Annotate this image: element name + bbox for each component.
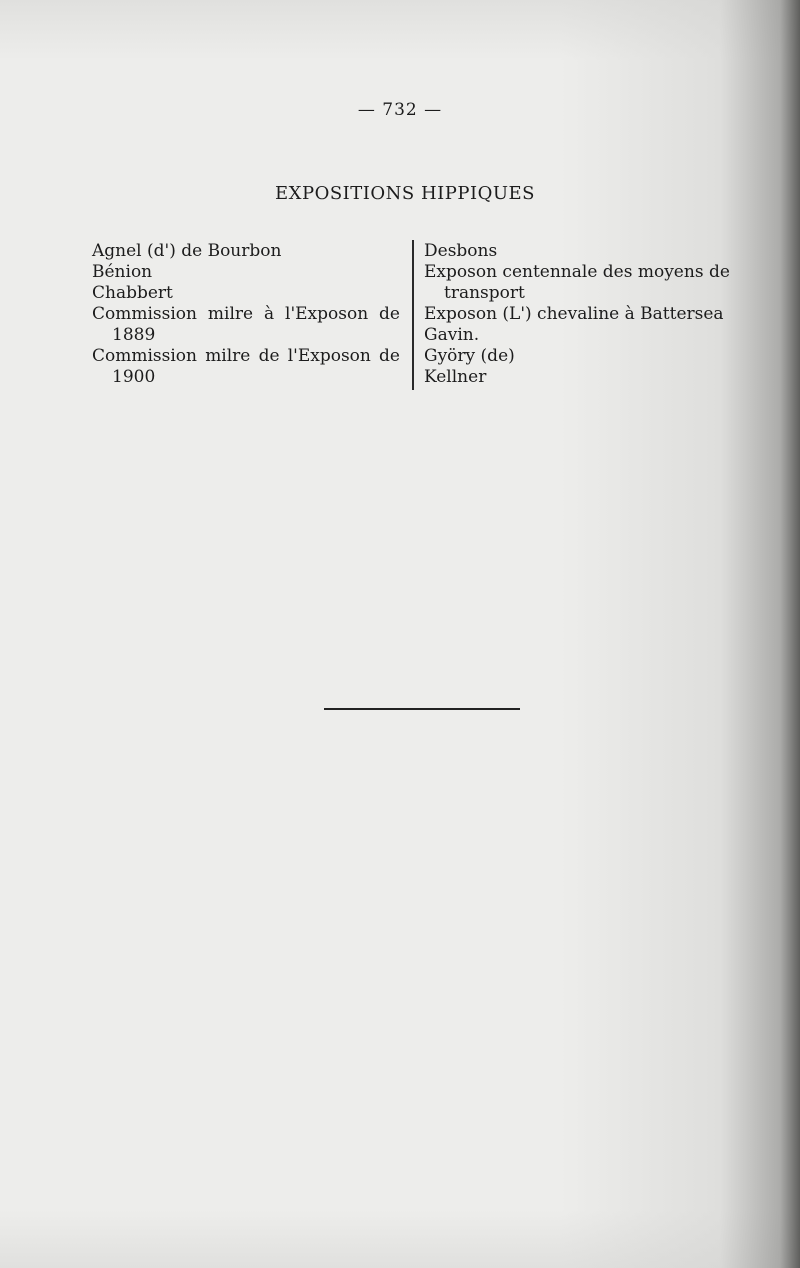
index-entry: Chabbert [92,283,173,303]
index-entry: Commission milre de l'Exposon de [92,346,400,366]
index-entry: Kellner [424,367,487,387]
index-entry-continuation: 1889 [112,325,156,345]
column-divider [412,240,414,390]
index-entry: Bénion [92,262,153,282]
index-entry: Györy (de) [424,346,515,366]
index-entry: Desbons [424,241,498,261]
index-entry: Gavin. [424,325,480,345]
left-index-column [92,241,400,388]
section-title: EXPOSITIONS HIPPIQUES [275,183,535,204]
index-entry-continuation: 1900 [112,367,156,387]
index-entry: Agnel (d') de Bourbon [92,241,282,261]
index-entry: Commission milre à l'Exposon de [92,304,400,324]
page-number: — 732 — [357,100,443,120]
index-entry: Exposon (L') chevaline à Battersea [424,304,724,324]
right-index-column [424,241,764,388]
index-entry: Exposon centennale des moyens de [424,262,730,282]
index-entry-continuation: transport [444,283,525,303]
section-end-rule [324,708,520,710]
